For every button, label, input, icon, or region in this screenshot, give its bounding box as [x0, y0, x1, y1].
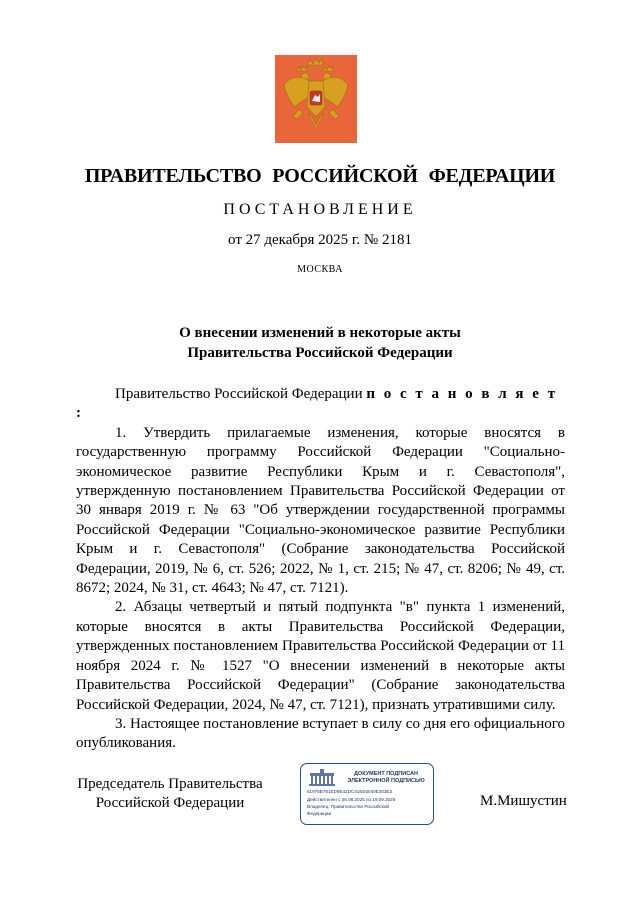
title-line-2: Правительства Российской Федерации	[187, 345, 453, 361]
document-body	[76, 385, 565, 754]
stamp-owner-line-2: Федерации	[307, 811, 332, 816]
stamp-certificate: 51976B781ED9E42DC41EE5040E303E3	[307, 789, 393, 794]
stamp-heading-1: ДОКУМЕНТ ПОДПИСАН	[354, 771, 418, 777]
city: МОСКВА	[297, 264, 343, 275]
signatory-position	[70, 775, 270, 813]
stamp-validity: Действителен с 26.06.2025 по 19.09.2026	[307, 797, 396, 802]
title-line-1: О внесении изменений в некоторые акты	[179, 325, 461, 341]
document-type: ПОСТАНОВЛЕНИЕ	[223, 201, 417, 218]
stamp-heading-2: ЭЛЕКТРОННОЙ ПОДПИСЬЮ	[347, 778, 425, 784]
paragraph-3: 3. Настоящее постановление вступает в силу со дня его официального опубликования.	[76, 715, 565, 752]
paragraph-1: 1. Утвердить прилагаемые изменения, которые вносятся в государственную программу Российской Федерации "Социально-экономическое развитие Республики Крым и г. Севастополя", утвержденную постановлением Правительства Российской Федерации от 30 января 2019 г. № 63 "Об утверждении государственной программы Российской Федерации "Социально-экономическое развитие Республики Крым и г. Севастополя" (Собрание законодательства Российской Федерации, 2019, № 6, ст. 526; 2022, № 1, ст. 215; № 47, ст. 8206; № 49, ст. 8672; 2024, № 31, ст. 4643; № 47, ст. 7121).	[76, 424, 565, 597]
resolves-word: п о с т а н о в л я е т :	[76, 386, 558, 422]
paragraph-2: 2. Абзацы четвертый и пятый подпункта "в" пункта 1 изменений, которые вносятся в акты Правительства Российской Федерации, утвержденных постановлением Правительства Российской Федерации от 11 ноября 2024 г. № 1527 "О внесении изменений в некоторые акты Правительства Российской Федерации" (Собрание законодательства Российской Федерации, 2024, № 47, ст. 7121), признать утратившими силу.	[76, 599, 565, 713]
organization-name: ПРАВИТЕЛЬСТВО РОССИЙСКОЙ ФЕДЕРАЦИИ	[84, 165, 556, 187]
document-title	[120, 323, 520, 363]
electronic-signature-stamp	[300, 763, 434, 825]
building-icon	[307, 768, 337, 786]
stamp-owner-line-1: Владелец: Правительство Российской	[307, 804, 389, 809]
position-line-1: Председатель Правительства	[77, 776, 263, 792]
document-date-number: от 27 декабря 2025 г. № 2181	[228, 232, 412, 248]
signatory-name: М.Мишустин	[480, 793, 567, 809]
intro-text: Правительство Российской Федерации	[115, 386, 367, 402]
position-line-2: Российской Федерации	[95, 795, 245, 811]
intro-paragraph	[76, 385, 565, 424]
coat-of-arms-icon	[275, 55, 357, 143]
